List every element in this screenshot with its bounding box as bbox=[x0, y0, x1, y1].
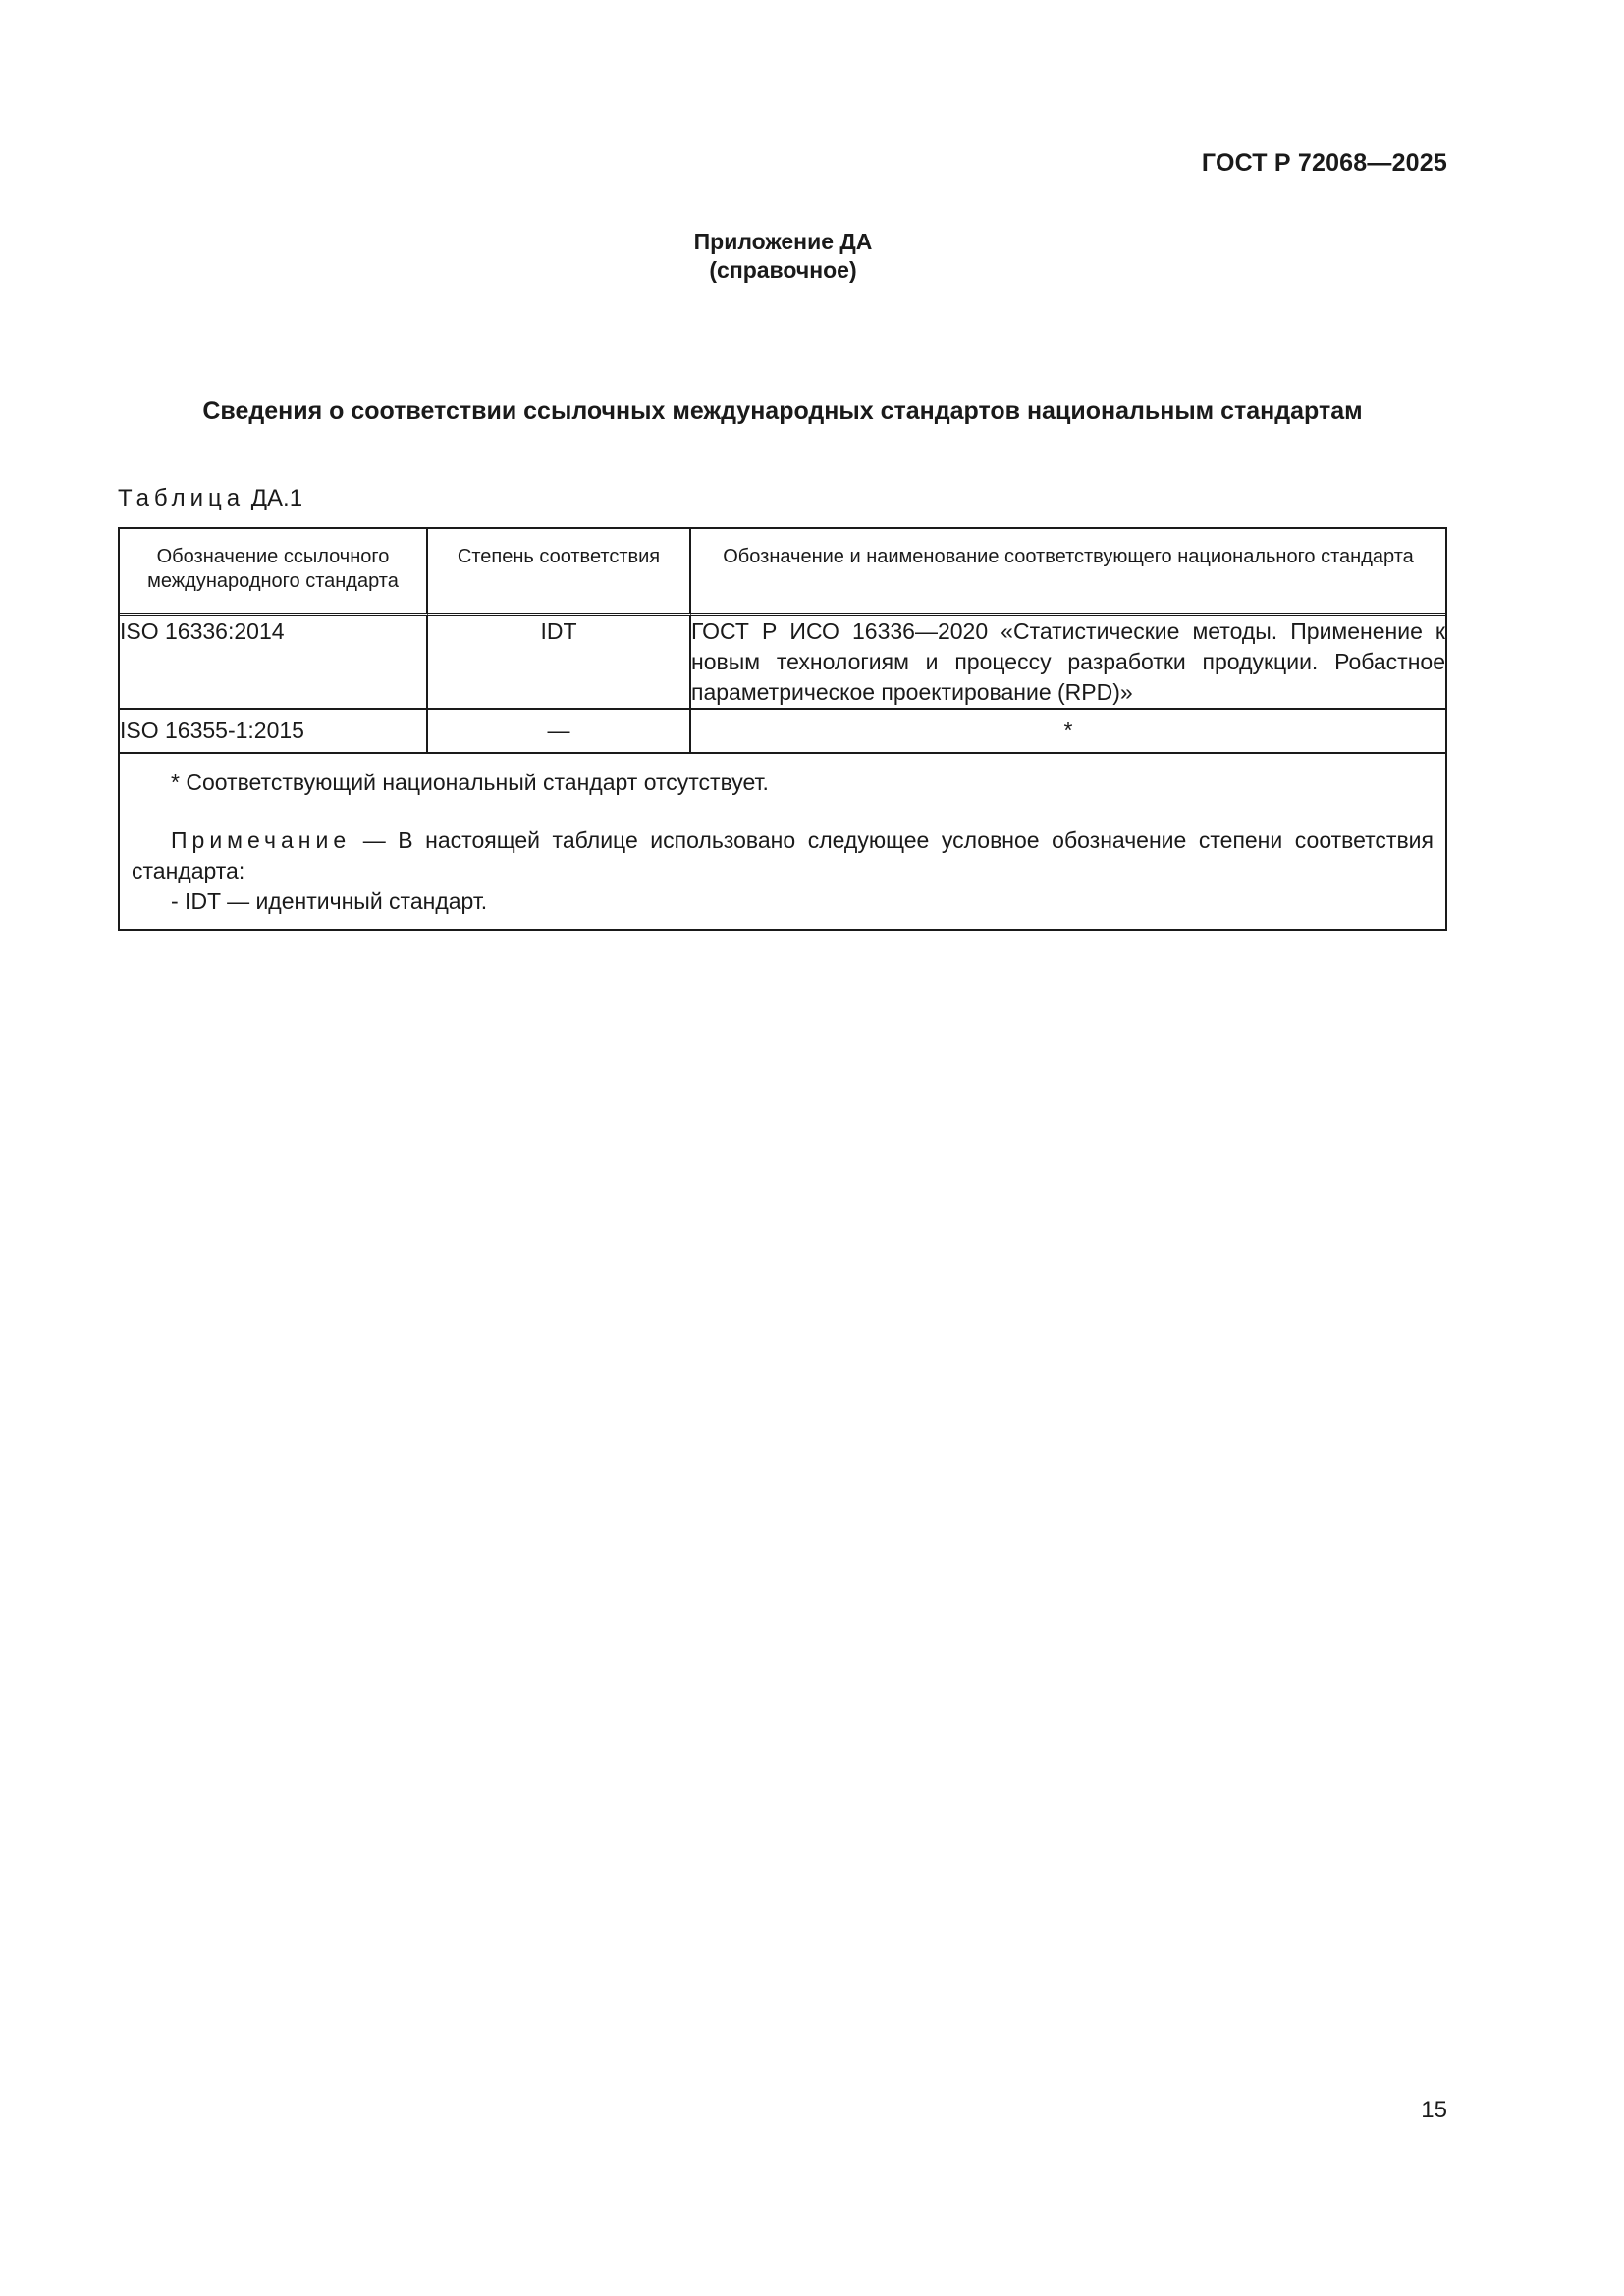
cell-national-standard: ГОСТ Р ИСО 16336—2020 «Статистические методы. Применение к новым технологиям и процессу разработки продукции. Робастное параметрическое проектирование (RPD)» bbox=[691, 616, 1445, 710]
column-header-degree: Степень соответствия bbox=[428, 529, 691, 616]
cell-degree: — bbox=[428, 710, 691, 754]
annex-status: (справочное) bbox=[709, 257, 857, 283]
table-caption-word: Таблица bbox=[118, 485, 245, 511]
table-footer-row bbox=[120, 754, 1445, 929]
table-caption bbox=[118, 485, 302, 512]
note-label: Примечание bbox=[171, 828, 352, 853]
note-text: — В настоящей таблице использовано следующее условное обозначение степени соответствия стандарта: bbox=[132, 828, 1434, 883]
cell-degree: IDT bbox=[428, 616, 691, 710]
cell-intl-standard: ISO 16355-1:2015 bbox=[120, 710, 428, 754]
page-number: 15 bbox=[1421, 2097, 1447, 2123]
table-row bbox=[120, 710, 1445, 754]
annex-heading: Сведения о соответствии ссылочных международных стандартов национальным стандартам bbox=[202, 398, 1363, 425]
note-item: - IDT — идентичный стандарт. bbox=[171, 888, 488, 914]
table-notes bbox=[120, 754, 1445, 929]
table-header-row bbox=[120, 529, 1445, 616]
table-row bbox=[120, 616, 1445, 710]
annex-title: Приложение ДА bbox=[693, 229, 873, 254]
cell-intl-standard: ISO 16336:2014 bbox=[120, 616, 428, 710]
cell-national-standard: * bbox=[691, 710, 1445, 754]
table-footnote: * Соответствующий национальный стандарт отсутствует. bbox=[171, 770, 769, 795]
document-code: ГОСТ Р 72068—2025 bbox=[1201, 149, 1447, 177]
correspondence-table bbox=[118, 527, 1447, 931]
annex-designation bbox=[0, 228, 1566, 285]
column-header-national-standard: Обозначение и наименование соответствующего национального стандарта bbox=[691, 529, 1445, 616]
table-note bbox=[132, 826, 1434, 886]
column-header-intl-standard: Обозначение ссылочного международного стандарта bbox=[120, 529, 428, 616]
table-caption-number: ДА.1 bbox=[250, 485, 303, 511]
